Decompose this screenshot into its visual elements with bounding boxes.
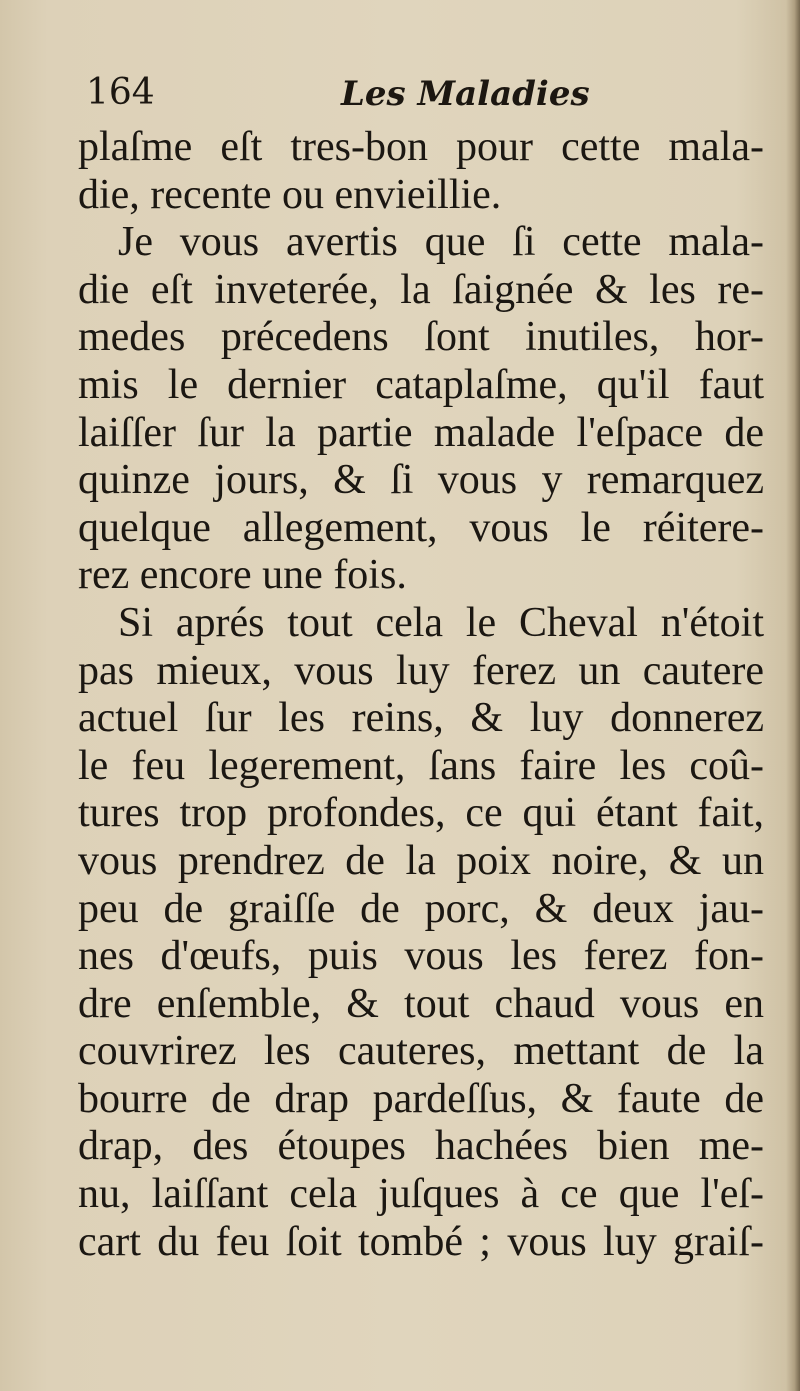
text-line: Je vous avertis que ſi cette mala- bbox=[118, 219, 764, 266]
text-line: cart du feu ſoit tombé ; vous luy graiſ- bbox=[78, 1218, 764, 1265]
text-line: quelque allegement, vous le réitere- bbox=[78, 504, 764, 551]
text-line: peu de graiſſe de porc, & deux jau- bbox=[78, 885, 764, 932]
page-header bbox=[86, 72, 746, 132]
text-line: nes d'œufs, puis vous les ferez fon- bbox=[78, 933, 764, 980]
text-line: Si aprés tout cela le Cheval n'étoit bbox=[118, 599, 764, 646]
text-line: vous prendrez de la poix noire, & un bbox=[78, 837, 764, 884]
text-line: rez encore une fois. bbox=[78, 552, 407, 599]
text-line: mis le dernier cataplaſme, qu'il faut bbox=[78, 361, 764, 408]
text-line: drap, des étoupes hachées bien me- bbox=[78, 1123, 764, 1170]
text-line: pas mieux, vous luy ferez un cautere bbox=[78, 647, 764, 694]
text-line: medes précedens ſont inutiles, hor- bbox=[78, 314, 764, 361]
text-line: actuel ſur les reins, & luy donnerez bbox=[78, 695, 764, 742]
text-line: die, recente ou envieillie. bbox=[78, 171, 502, 218]
text-line: dre enſemble, & tout chaud vous en bbox=[78, 980, 764, 1027]
text-line: plaſme eſt tres-bon pour cette mala- bbox=[78, 124, 764, 170]
text-line: le feu legerement, ſans faire les coû- bbox=[78, 742, 764, 789]
body-text bbox=[78, 124, 764, 1266]
page-number: 164 bbox=[86, 72, 155, 113]
text-line: bourre de drap pardeſſus, & faute de bbox=[78, 1075, 764, 1122]
text-line: couvrirez les cauteres, mettant de la bbox=[78, 1028, 764, 1075]
running-title: Les Maladies bbox=[341, 74, 590, 114]
text-line: die eſt inveterée, la ſaignée & les re- bbox=[78, 266, 764, 313]
text-line: quinze jours, & ſi vous y remarquez bbox=[78, 457, 764, 504]
text-line: laiſſer ſur la partie malade l'eſpace de bbox=[78, 409, 764, 456]
text-line: tures trop profondes, ce qui étant fait, bbox=[78, 790, 764, 837]
text-line: nu, laiſſant cela juſques à ce que l'eſ- bbox=[78, 1171, 764, 1218]
